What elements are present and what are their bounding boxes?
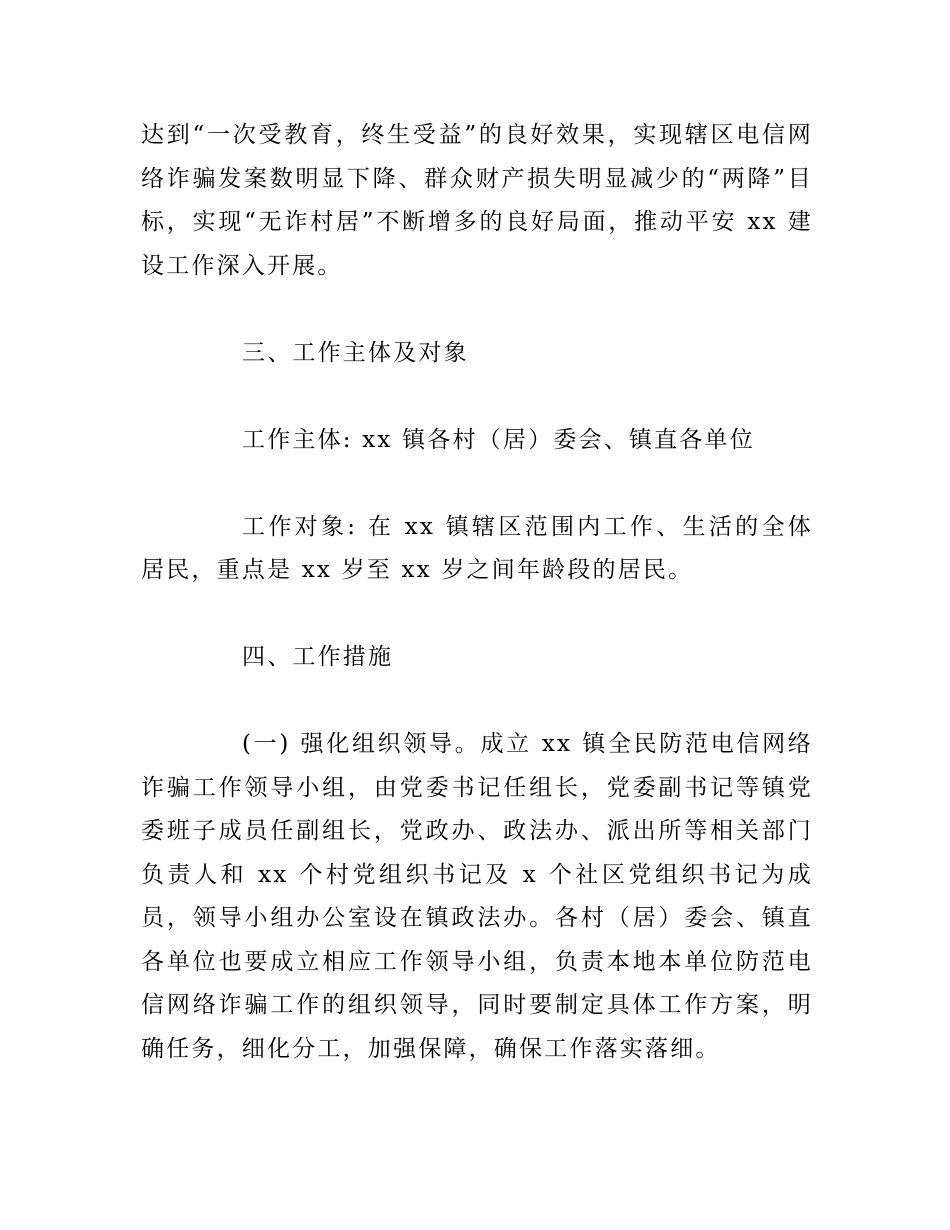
section-heading-3: 三、工作主体及对象 bbox=[242, 339, 469, 366]
document-body bbox=[141, 114, 813, 1071]
paragraph-measure-1: (一) 强化组织领导。成立 xx 镇全民防范电信网络诈骗工作领导小组，由党委书记任组长，党委副书记等镇党委班子成员任副组长，党政办、政法办、派出所等相关部门负责人和 xx 个村党组织书记及 x 个社区党组织书记为成员，领导小组办公室设在镇政法办。各村（居）委会、镇直各单位也要成立相应工作领导小组，负责本地本单位防范电信网络诈骗工作的组织领导，同时要制定具体工作方案，明确任务，细化分工，加强保障，确保工作落实落细。 bbox=[141, 731, 813, 1062]
section-heading-4: 四、工作措施 bbox=[242, 644, 394, 670]
paragraph-work-target: 工作对象: 在 xx 镇辖区范围内工作、生活的全体居民，重点是 xx 岁至 xx 岁之间年龄段的居民。 bbox=[141, 513, 813, 583]
paragraph-goal-continuation: 达到“一次受教育，终生受益”的良好效果，实现辖区电信网络诈骗发案数明显下降、群众财产损失明显减少的“两降”目标，实现“无诈村居”不断增多的良好局面，推动平安 xx 建设工作深入开展。 bbox=[141, 122, 813, 279]
paragraph-work-subject: 工作主体: xx 镇各村（居）委会、镇直各单位 bbox=[242, 426, 755, 453]
